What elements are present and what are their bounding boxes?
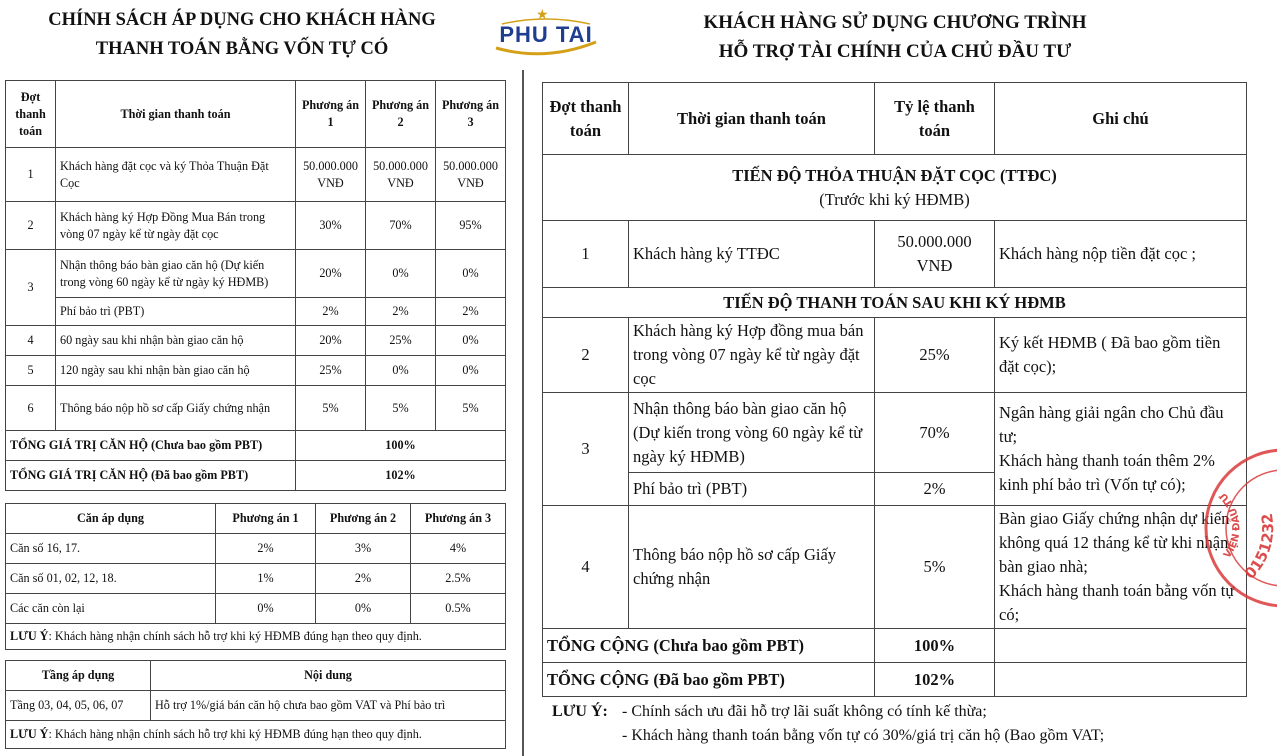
cell: 0% (366, 250, 436, 298)
svg-text:0151232 (1241, 512, 1277, 582)
page-divider (522, 70, 524, 756)
cell: 50.000.000 VNĐ (436, 148, 506, 202)
notes-label: LƯU Ý: (552, 703, 608, 720)
cell: Các căn còn lại (6, 594, 216, 624)
cell: 5 (6, 356, 56, 386)
total-value: 102% (296, 461, 506, 491)
left-title-line2: THANH TOÁN BẰNG VỐN TỰ CÓ (95, 39, 389, 59)
cell: Nhận thông báo bàn giao căn hộ (Dự kiến trong vòng 60 ngày kể từ ngày ký HĐMB) (629, 393, 875, 473)
cell: Căn số 01, 02, 12, 18. (6, 564, 216, 594)
cell: 5% (296, 386, 366, 431)
right-title (600, 8, 1190, 66)
left-payment-table (5, 80, 506, 491)
section-subtitle: (Trước khi ký HĐMB) (819, 189, 970, 209)
header-time: Thời gian thanh toán (56, 81, 296, 148)
table-row (6, 202, 506, 250)
table-header-row (6, 81, 506, 148)
cell: 5% (366, 386, 436, 431)
section-row (543, 155, 1247, 221)
phu-tai-logo (492, 7, 600, 60)
left-title-line1: CHÍNH SÁCH ÁP DỤNG CHO KHÁCH HÀNG (48, 10, 436, 30)
cell: 5% (436, 386, 506, 431)
cell: Hỗ trợ 1%/giá bán căn hộ chưa bao gồm VAT và Phí bảo trì (151, 691, 506, 721)
header-ratio: Tỷ lệ thanh toán (875, 83, 995, 155)
cell: Nhận thông báo bàn giao căn hộ (Dự kiến trong vòng 60 ngày kể từ ngày ký HĐMB) (56, 250, 296, 298)
total-label: TỔNG GIÁ TRỊ CĂN HỘ (Đã bao gồm PBT) (6, 461, 296, 491)
cell: 6 (6, 386, 56, 431)
total-value: 100% (296, 431, 506, 461)
note-line: Bàn giao Giấy chứng nhận dự kiến không quá 12 tháng kể từ khi nhận bàn giao nhà; (999, 509, 1230, 576)
note-line: Khách hàng thanh toán thêm 2% kinh phí bảo trì (Vốn tự có); (999, 451, 1215, 494)
table-row (6, 386, 506, 431)
stamp-number: 0151232 (1240, 512, 1277, 583)
apartment-policy-table (5, 503, 506, 650)
note-cell (6, 624, 506, 650)
cell: 2% (436, 298, 506, 326)
cell: 3% (316, 534, 411, 564)
cell: Phí bảo trì (PBT) (56, 298, 296, 326)
header-pa1: Phương án 1 (216, 504, 316, 534)
cell: Khách hàng ký TTĐC (629, 221, 875, 288)
cell: 95% (436, 202, 506, 250)
cell: Tầng 03, 04, 05, 06, 07 (6, 691, 151, 721)
table-row (543, 318, 1247, 393)
cell: 20% (296, 250, 366, 298)
cell: 5% (875, 506, 995, 629)
note-cell (6, 721, 506, 749)
cell: 2.5% (411, 564, 506, 594)
table-row (6, 298, 506, 326)
header-dot: Đợt thanh toán (543, 83, 629, 155)
cell: 2 (543, 318, 629, 393)
cell: 0% (436, 326, 506, 356)
cell: 120 ngày sau khi nhận bàn giao căn hộ (56, 356, 296, 386)
header-floor: Tầng áp dụng (6, 661, 151, 691)
cell: Khách hàng ký Hợp Đồng Mua Bán trong vòng 07 ngày kể từ ngày đặt cọc (56, 202, 296, 250)
cell: Khách hàng đặt cọc và ký Thỏa Thuận Đặt Cọc (56, 148, 296, 202)
cell: 25% (296, 356, 366, 386)
cell: 0% (436, 356, 506, 386)
cell (995, 629, 1247, 663)
cell: 0% (436, 250, 506, 298)
logo-star-icon: ★ (536, 7, 549, 23)
note-item: - Chính sách ưu đãi hỗ trợ lãi suất không có tính kế thừa; (622, 703, 987, 720)
right-financial-support-table (542, 82, 1247, 697)
cell: 0.5% (411, 594, 506, 624)
cell: Khách hàng nộp tiền đặt cọc ; (995, 221, 1247, 288)
note-text: : Khách hàng nhận chính sách hỗ trợ khi ký HĐMB đúng hạn theo quy định. (48, 727, 422, 741)
note-row (6, 624, 506, 650)
table-row (6, 148, 506, 202)
note-item: - Khách hàng thanh toán bằng vốn tự có 30%/giá trị căn hộ (Bao gồm VAT; (622, 727, 1105, 744)
table-row (543, 393, 1247, 473)
cell: 50.000.000 VNĐ (875, 221, 995, 288)
header-pa2: Phương án 2 (316, 504, 411, 534)
cell: 4 (543, 506, 629, 629)
cell: 3 (6, 250, 56, 326)
table-row (6, 594, 506, 624)
cell: 2% (216, 534, 316, 564)
cell (995, 663, 1247, 697)
header-content: Nội dung (151, 661, 506, 691)
header-apt: Căn áp dụng (6, 504, 216, 534)
header-time: Thời gian thanh toán (629, 83, 875, 155)
total-value: 102% (875, 663, 995, 697)
table-row (6, 356, 506, 386)
table-row (6, 534, 506, 564)
section-title: TIẾN ĐỘ THỎA THUẬN ĐẶT CỌC (TTĐC) (732, 165, 1057, 185)
cell: 25% (366, 326, 436, 356)
note-label: LƯU Ý (10, 629, 49, 643)
cell: 0% (366, 356, 436, 386)
cell: 1 (6, 148, 56, 202)
cell: 60 ngày sau khi nhận bàn giao căn hộ (56, 326, 296, 356)
header-pa3: Phương án 3 (411, 504, 506, 534)
cell: 4 (6, 326, 56, 356)
cell: Phí bảo trì (PBT) (629, 473, 875, 506)
right-title-line2: HỖ TRỢ TÀI CHÍNH CỦA CHỦ ĐẦU TƯ (718, 41, 1072, 62)
table-row (543, 506, 1247, 629)
cell: 2% (296, 298, 366, 326)
note-text: : Khách hàng nhận chính sách hỗ trợ khi ký HĐMB đúng hạn theo quy định. (48, 629, 422, 643)
cell: 3 (543, 393, 629, 506)
table-row (6, 564, 506, 594)
red-seal-stamp (1188, 448, 1277, 608)
cell: Khách hàng ký Hợp đồng mua bán trong vòng 07 ngày kể từ ngày đặt cọc (629, 318, 875, 393)
header-dot: Đợt thanh toán (6, 81, 56, 148)
total-value: 100% (875, 629, 995, 663)
cell: 4% (411, 534, 506, 564)
cell: 0% (216, 594, 316, 624)
section-row (543, 288, 1247, 318)
header-pa1: Phương án 1 (296, 81, 366, 148)
note-row (6, 721, 506, 749)
note-line: Ngân hàng giải ngân cho Chủ đầu tư; (999, 403, 1224, 446)
total-label: TỔNG GIÁ TRỊ CĂN HỘ (Chưa bao gồm PBT) (6, 431, 296, 461)
table-row (543, 221, 1247, 288)
header-pa2: Phương án 2 (366, 81, 436, 148)
cell: 25% (875, 318, 995, 393)
right-title-line1: KHÁCH HÀNG SỬ DỤNG CHƯƠNG TRÌNH (703, 12, 1087, 33)
cell: Căn số 16, 17. (6, 534, 216, 564)
table-header-row (6, 661, 506, 691)
cell: Thông báo nộp hồ sơ cấp Giấy chứng nhận (56, 386, 296, 431)
cell: 20% (296, 326, 366, 356)
total-row (6, 431, 506, 461)
svg-text:VIỆN ĐẦU TƯ (1217, 490, 1242, 561)
cell: 30% (296, 202, 366, 250)
cell: 2 (6, 202, 56, 250)
floor-policy-table (5, 660, 506, 749)
cell: 2% (316, 564, 411, 594)
cell: Ký kết HĐMB ( Đã bao gồm tiền đặt cọc); (995, 318, 1247, 393)
note-label: LƯU Ý (10, 727, 49, 741)
table-header-row (543, 83, 1247, 155)
left-title (0, 6, 484, 64)
total-label: TỔNG CỘNG (Chưa bao gồm PBT) (543, 629, 875, 663)
cell: 50.000.000 VNĐ (366, 148, 436, 202)
cell: 50.000.000 VNĐ (296, 148, 366, 202)
table-header-row (6, 504, 506, 534)
stamp-text: VIỆN ĐẦU TƯ (1217, 490, 1243, 561)
section-deposit (543, 155, 1247, 221)
cell: Thông báo nộp hồ sơ cấp Giấy chứng nhận (629, 506, 875, 629)
cell: 2% (875, 473, 995, 506)
total-row (6, 461, 506, 491)
total-row (543, 629, 1247, 663)
cell: 1 (543, 221, 629, 288)
cell: 0% (316, 594, 411, 624)
cell: 2% (366, 298, 436, 326)
cell: 70% (366, 202, 436, 250)
logo-text: PHU TAI (499, 22, 593, 47)
header-pa3: Phương án 3 (436, 81, 506, 148)
table-row (6, 326, 506, 356)
note-line: Khách hàng thanh toán bằng vốn tự có; (999, 581, 1235, 624)
total-label: TỔNG CỘNG (Đã bao gồm PBT) (543, 663, 875, 697)
table-row (6, 691, 506, 721)
cell: 1% (216, 564, 316, 594)
cell: 70% (875, 393, 995, 473)
table-row (6, 250, 506, 298)
header-note: Ghi chú (995, 83, 1247, 155)
total-row (543, 663, 1247, 697)
section-payment: TIẾN ĐỘ THANH TOÁN SAU KHI KÝ HĐMB (543, 288, 1247, 318)
